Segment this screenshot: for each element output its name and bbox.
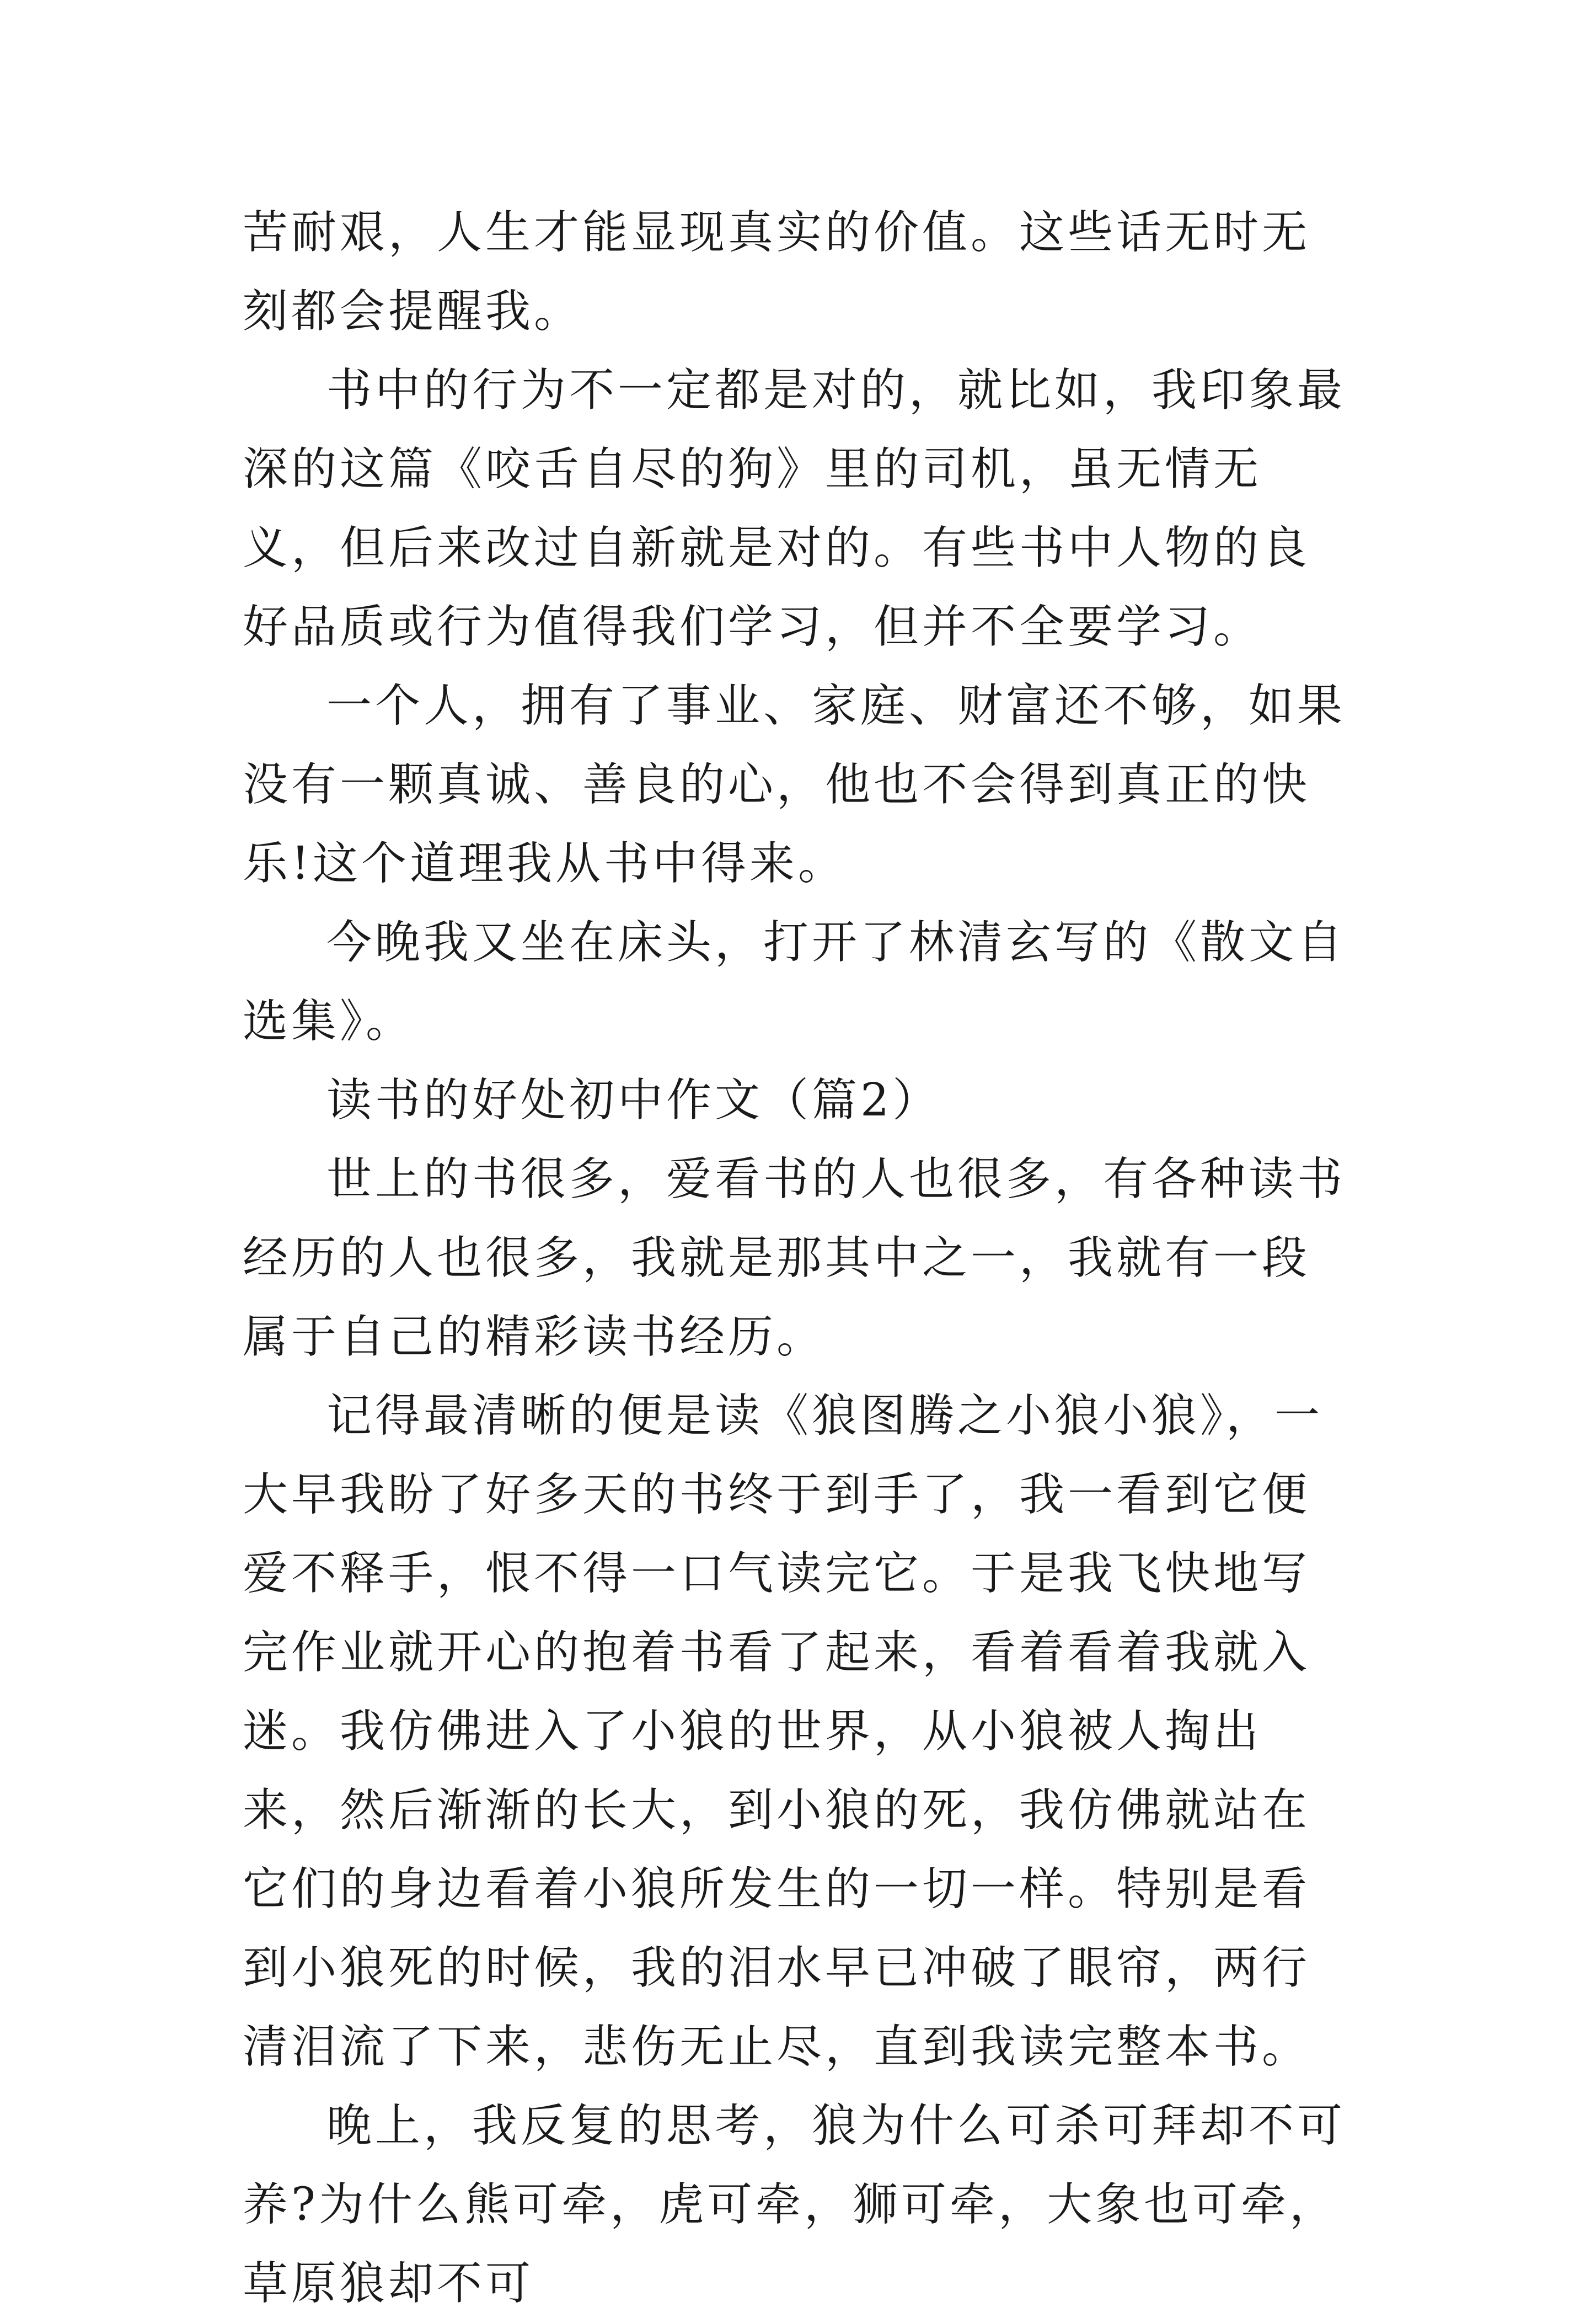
paragraph-4-text: 今晚我又坐在床头，打开了林清玄写的《散文自选集》。 (243, 916, 1346, 1048)
paragraph-7-text: 晚上，我反复的思考，狼为什么可杀可拜却不可养?为什么熊可牵，虎可牵，狮可牵，大象也可牵，草原狼却不可 (243, 2100, 1346, 2310)
paragraph-6 (243, 1376, 1357, 2086)
paragraph-5 (243, 1140, 1357, 1376)
paragraph-2 (243, 351, 1357, 666)
paragraph-4 (243, 903, 1357, 1061)
paragraph-5-text: 世上的书很多，爱看书的人也很多，有各种读书经历的人也很多，我就是那其中之一，我就有一段属于自己的精彩读书经历。 (243, 1153, 1346, 1363)
document-body (243, 193, 1357, 2323)
paragraph-7 (243, 2086, 1357, 2323)
paragraph-3-text: 一个人，拥有了事业、家庭、财富还不够，如果没有一颗真诚、善良的心，他也不会得到真正的快乐!这个道理我从书中得来。 (243, 680, 1346, 890)
paragraph-2-text: 书中的行为不一定都是对的，就比如，我印象最深的这篇《咬舌自尽的狗》里的司机，虽无情无义，但后来改过自新就是对的。有些书中人物的良好品质或行为值得我们学习，但并不全要学习。 (243, 364, 1346, 653)
paragraph-1-text: 苦耐艰，人生才能显现真实的价值。这些话无时无刻都会提醒我。 (243, 206, 1311, 338)
section-heading-text: 读书的好处初中作文（篇2） (326, 1074, 941, 1126)
paragraph-3 (243, 666, 1357, 903)
paragraph-6-text: 记得最清晰的便是读《狼图腾之小狼小狼》，一大早我盼了好多天的书终于到手了，我一看到它便爱不释手，恨不得一口气读完它。于是我飞快地写完作业就开心的抱着书看了起来，看着看着我就入迷。我仿佛进入了小狼的世界，从小狼被人掏出来，然后渐渐的长大，到小狼的死，我仿佛就站在它们的身边看着小狼所发生的一切一样。特别是看到小狼死的时候，我的泪水早已冲破了眼帘，两行清泪流了下来，悲伤无止尽，直到我读完整本书。 (243, 1390, 1324, 2073)
paragraph-1 (243, 193, 1357, 351)
section-heading (243, 1061, 1357, 1140)
